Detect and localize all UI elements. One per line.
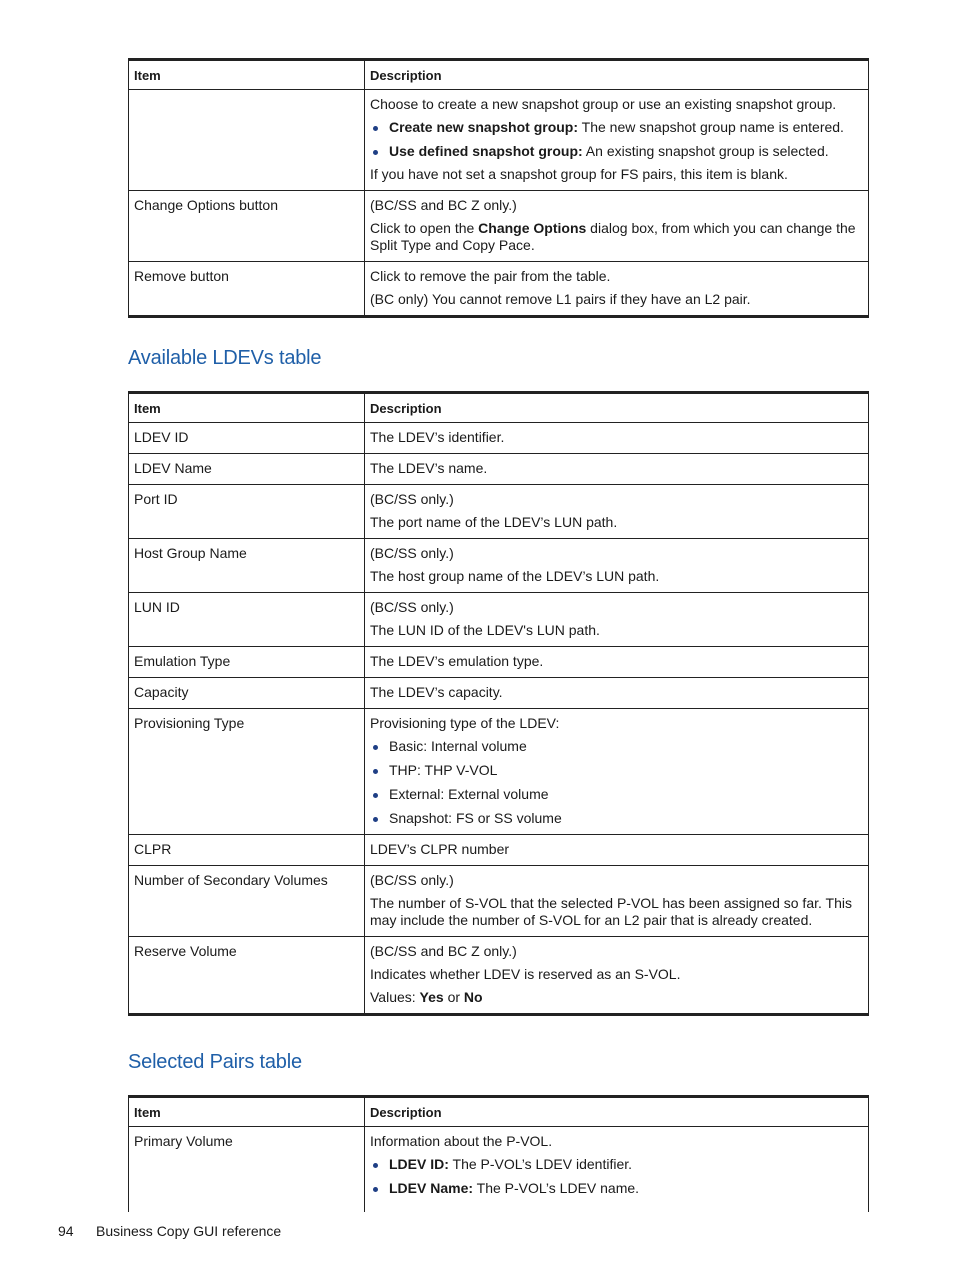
table-header-row [129,1097,869,1127]
item-cell [129,90,365,191]
term: Use defined snapshot group: [389,143,583,159]
description-cell [365,539,869,593]
description-cell: LDEV’s CLPR number [365,835,869,866]
term-description: The new snapshot group name is entered. [578,119,844,135]
table-row [129,709,869,835]
bullet-icon [373,769,378,774]
top-table [128,58,869,318]
item-cell: Capacity [129,678,365,709]
list-item [370,1156,863,1173]
table-row [129,678,869,709]
bullet-icon [373,817,378,822]
text-fragment: dialog box, from which you can change the Split Type and Copy Pace. [370,220,856,253]
description-cell [365,191,869,262]
table-row [129,593,869,647]
description-text: Click to remove the pair from the table. [370,268,611,284]
description-text: The host group name of the LDEV’s LUN path. [370,568,660,584]
value-yes: Yes [419,989,444,1005]
item-cell: Number of Secondary Volumes [129,866,365,937]
bullet-icon [373,1163,378,1168]
text-fragment: Click to open the [370,220,479,236]
term: LDEV ID: [389,1156,449,1172]
description-text: (BC/SS only.) [370,599,454,615]
list-item [370,762,863,779]
description-text: Information about the P-VOL. [370,1133,553,1149]
description-text [370,220,863,254]
item-cell: Provisioning Type [129,709,365,835]
item-cell: LDEV Name [129,454,365,485]
description-cell: The LDEV’s emulation type. [365,647,869,678]
item-cell: Port ID [129,485,365,539]
list-item [370,143,863,160]
description-text: (BC/SS and BC Z only.) [370,197,517,213]
description-text: (BC/SS only.) [370,491,454,507]
table-row [129,866,869,937]
description-cell [365,1127,869,1213]
section-heading-selected-pairs: Selected Pairs table [128,1051,302,1073]
description-cell [365,90,869,191]
description-cell [365,485,869,539]
bullet-list [370,738,863,827]
term: Create new snapshot group: [389,119,579,135]
description-text: Indicates whether LDEV is reserved as an S-VOL. [370,966,681,982]
table-row [129,454,869,485]
item-cell: Remove button [129,262,365,317]
selected-pairs-table [128,1095,869,1212]
description-text: (BC/SS only.) [370,545,454,561]
item-cell: Reserve Volume [129,937,365,1015]
header-item: Item [129,1097,365,1127]
table-row [129,647,869,678]
list-item-text: Basic: Internal volume [389,738,527,754]
description-cell [365,937,869,1015]
bullet-icon [373,793,378,798]
table-row [129,937,869,1015]
item-cell: CLPR [129,835,365,866]
header-description: Description [365,60,869,90]
table-row [129,539,869,593]
header-description: Description [365,1097,869,1127]
available-ldevs-table [128,391,869,1016]
bullet-icon [373,150,378,155]
description-cell [365,709,869,835]
text-fragment: or [443,989,464,1005]
description-text: (BC only) You cannot remove L1 pairs if they have an L2 pair. [370,291,751,307]
bullet-icon [373,126,378,131]
table-row [129,423,869,454]
item-cell: Emulation Type [129,647,365,678]
list-item [370,810,863,827]
item-cell: Host Group Name [129,539,365,593]
description-text: The port name of the LDEV’s LUN path. [370,514,618,530]
description-cell: The LDEV’s capacity. [365,678,869,709]
bullet-icon [373,745,378,750]
description-text [370,989,863,1006]
value-no: No [463,989,483,1005]
term-description: The P-VOL’s LDEV identifier. [448,1156,633,1172]
dialog-name: Change Options [478,220,587,236]
description-text: If you have not set a snapshot group for FS pairs, this item is blank. [370,166,788,182]
term-description: The P-VOL’s LDEV name. [473,1180,640,1196]
page-footer [58,1223,281,1239]
header-item: Item [129,60,365,90]
page-number: 94 [58,1223,74,1239]
description-text: (BC/SS and BC Z only.) [370,943,517,959]
term-description: An existing snapshot group is selected. [582,143,829,159]
description-text: The LUN ID of the LDEV's LUN path. [370,622,600,638]
list-item [370,1180,863,1197]
header-item: Item [129,393,365,423]
table-header-row [129,60,869,90]
description-text: (BC/SS only.) [370,872,454,888]
table-row [129,262,869,317]
description-cell [365,866,869,937]
bullet-icon [373,1187,378,1192]
term: LDEV Name: [389,1180,474,1196]
table-row [129,485,869,539]
description-text: The number of S-VOL that the selected P-VOL has been assigned so far. This may include the number of S-VOL for an L2 pair that is already created. [370,895,852,928]
item-cell: LDEV ID [129,423,365,454]
table-row [129,191,869,262]
table-header-row [129,393,869,423]
list-item-text: THP: THP V-VOL [389,762,498,778]
table-row [129,1127,869,1213]
footer-title: Business Copy GUI reference [96,1223,282,1239]
item-cell: LUN ID [129,593,365,647]
bullet-list [370,119,863,160]
description-cell: The LDEV’s name. [365,454,869,485]
list-item [370,119,863,136]
list-item-text: Snapshot: FS or SS volume [389,810,562,826]
header-description: Description [365,393,869,423]
table-row [129,90,869,191]
section-heading-available-ldevs: Available LDEVs table [128,347,322,369]
text-fragment: Values: [370,989,420,1005]
table-row [129,835,869,866]
bullet-list [370,1156,863,1197]
item-cell: Change Options button [129,191,365,262]
description-text: Choose to create a new snapshot group or use an existing snapshot group. [370,96,837,112]
list-item-text: External: External volume [389,786,549,802]
description-cell [365,593,869,647]
list-item [370,786,863,803]
item-cell: Primary Volume [129,1127,365,1213]
description-text: Provisioning type of the LDEV: [370,715,560,731]
list-item [370,738,863,755]
description-cell [365,262,869,317]
description-cell: The LDEV’s identifier. [365,423,869,454]
